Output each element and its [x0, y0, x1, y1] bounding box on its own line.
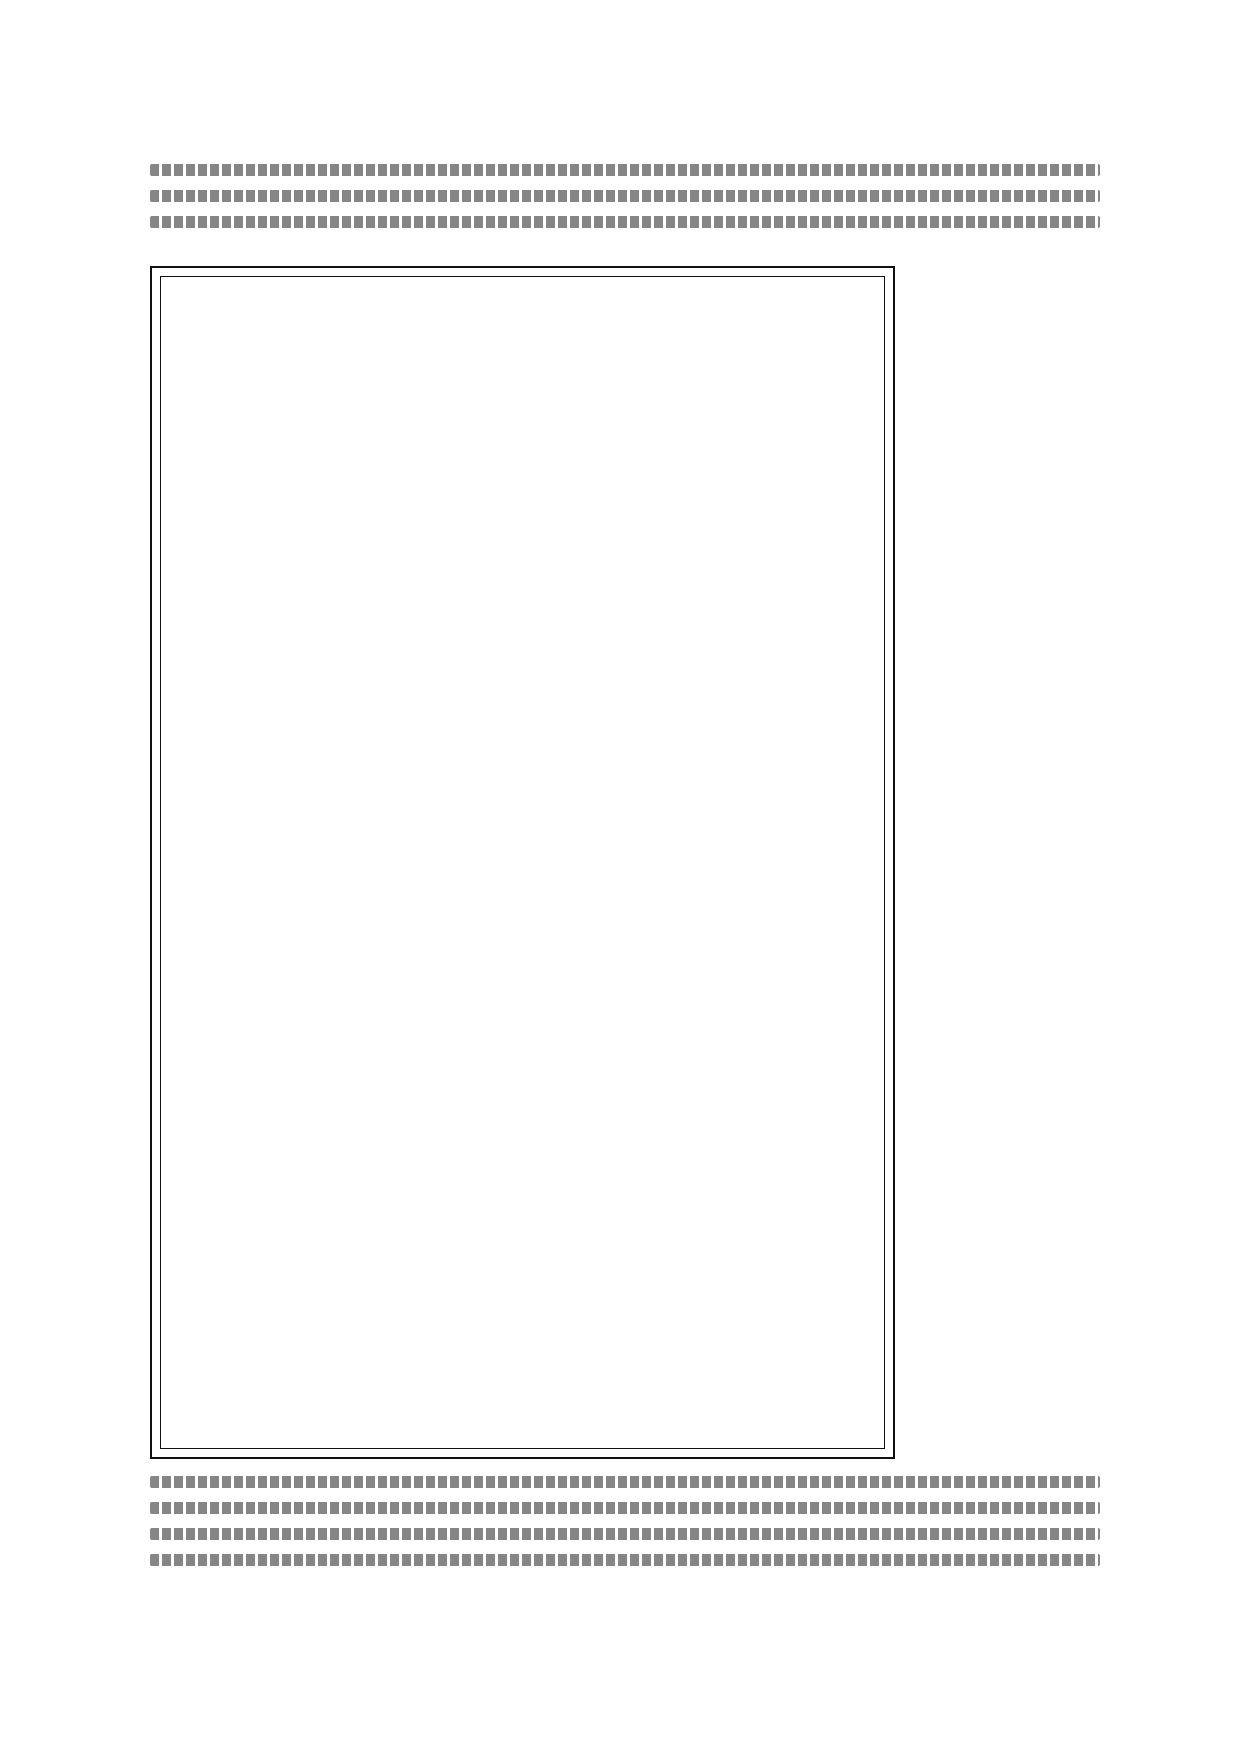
- text-line: [150, 1476, 1100, 1488]
- text-line: [150, 216, 1100, 228]
- bottom-commentary: [150, 1462, 1100, 1612]
- text-line: [150, 164, 1100, 176]
- text-line: [150, 1554, 1100, 1566]
- main-text-frame: [150, 266, 895, 1459]
- text-line: [150, 1502, 1100, 1514]
- text-line: [150, 190, 1100, 202]
- text-line: [150, 1528, 1100, 1540]
- main-text-inner-rule: [160, 276, 885, 1449]
- marginal-gloss-column: [905, 266, 1110, 1459]
- top-commentary: [150, 150, 1100, 260]
